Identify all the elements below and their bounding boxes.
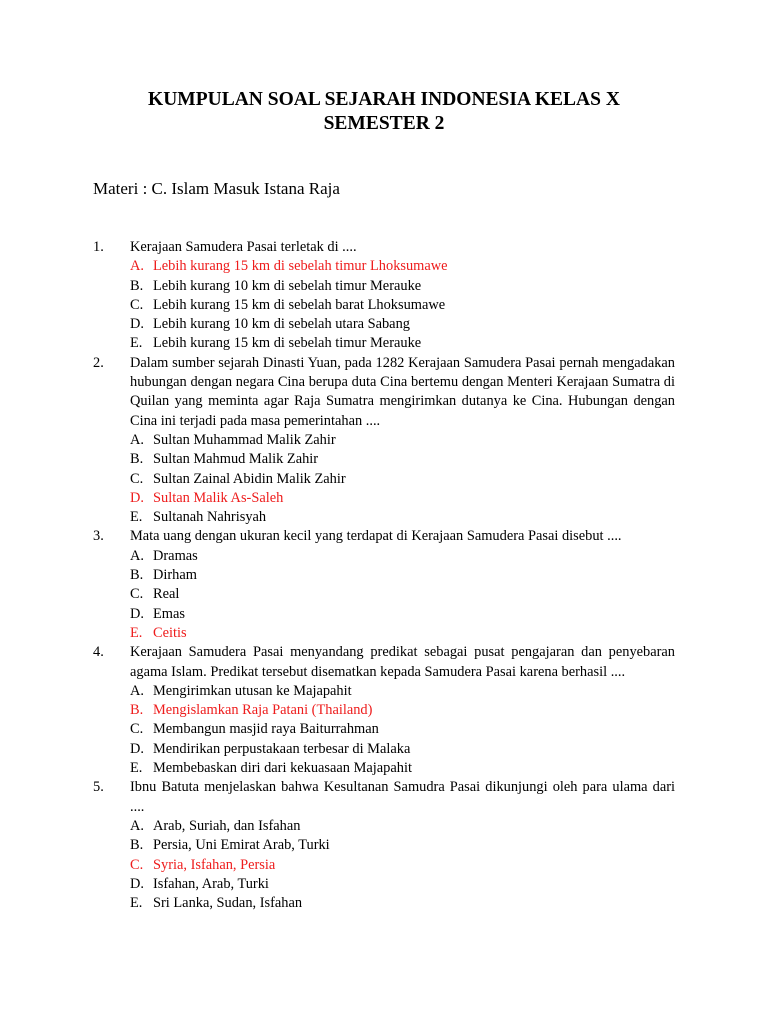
title-line-1: KUMPULAN SOAL SEJARAH INDONESIA KELAS X [148, 89, 620, 110]
answer-option [130, 836, 675, 855]
option-text: Mengirimkan utusan ke Majapahit [153, 682, 352, 699]
option-text: Syria, Isfahan, Persia [153, 856, 276, 873]
answer-option-correct [130, 624, 675, 643]
option-text: Sultan Malik As-Saleh [153, 489, 284, 506]
option-letter: D. [130, 316, 144, 333]
answer-option [130, 470, 675, 489]
answer-option [130, 334, 675, 353]
materi-heading: Materi : C. Islam Masuk Istana Raja [93, 179, 340, 198]
option-text: Mengislamkan Raja Patani (Thailand) [153, 702, 373, 719]
question-list [93, 238, 675, 913]
option-text: Arab, Suriah, dan Isfahan [153, 817, 301, 834]
option-text: Dramas [153, 547, 198, 564]
question-number: 3. [93, 528, 104, 545]
option-letter: A. [130, 258, 144, 275]
answer-option [130, 566, 675, 585]
option-letter: E. [130, 760, 143, 777]
answer-option [130, 450, 675, 469]
answer-option-correct [130, 701, 675, 720]
title-line-2: SEMESTER 2 [323, 113, 445, 134]
option-letter: A. [130, 682, 144, 699]
question-number: 1. [93, 239, 104, 255]
answer-option-correct [130, 257, 675, 276]
option-letter: E. [130, 335, 143, 352]
answer-option [130, 508, 675, 527]
option-letter: E. [130, 624, 143, 641]
option-letter: E. [130, 895, 143, 912]
answer-option [130, 277, 675, 296]
answer-option [130, 682, 675, 701]
option-text: Mendirikan perpustakaan terbesar di Malaka [153, 740, 411, 757]
answer-option [130, 605, 675, 624]
option-text: Ceitis [153, 624, 187, 641]
option-letter: D. [130, 489, 144, 506]
option-text: Membangun masjid raya Baiturrahman [153, 721, 379, 738]
option-letter: A. [130, 817, 144, 834]
answer-option-correct [130, 489, 675, 508]
question-item [93, 238, 675, 354]
question-item [93, 778, 675, 913]
question-text: Kerajaan Samudera Pasai terletak di .... [130, 239, 357, 255]
option-text: Emas [153, 605, 185, 622]
option-text: Membebaskan diri dari kekuasaan Majapahit [153, 760, 412, 777]
option-letter: D. [130, 740, 144, 757]
answer-option [130, 894, 675, 913]
answer-option [130, 547, 675, 566]
document-title [0, 88, 768, 136]
answer-option [130, 315, 675, 334]
option-text: Lebih kurang 15 km di sebelah timur Merauke [153, 335, 422, 352]
answer-option [130, 296, 675, 315]
option-letter: C. [130, 470, 144, 487]
option-text: Lebih kurang 15 km di sebelah timur Lhoksumawe [153, 258, 448, 275]
answer-option [130, 875, 675, 894]
question-number: 5. [93, 779, 104, 796]
option-text: Dirham [153, 567, 197, 584]
option-text: Isfahan, Arab, Turki [153, 875, 269, 892]
question-item [93, 354, 675, 528]
option-letter: D. [130, 875, 144, 892]
question-item [93, 527, 675, 643]
answer-option [130, 431, 675, 450]
option-text: Lebih kurang 10 km di sebelah utara Sabang [153, 316, 410, 333]
option-letter: B. [130, 837, 144, 854]
option-letter: B. [130, 277, 144, 294]
answer-option [130, 759, 675, 778]
answer-option [130, 817, 675, 836]
option-letter: D. [130, 605, 144, 622]
question-number: 2. [93, 354, 104, 371]
answer-option [130, 720, 675, 739]
option-text: Persia, Uni Emirat Arab, Turki [153, 837, 330, 854]
option-letter: E. [130, 509, 143, 526]
option-text: Sultan Muhammad Malik Zahir [153, 431, 336, 448]
option-letter: C. [130, 296, 144, 313]
option-text: Lebih kurang 10 km di sebelah timur Merauke [153, 277, 422, 294]
option-text: Sri Lanka, Sudan, Isfahan [153, 895, 303, 912]
question-text: Dalam sumber sejarah Dinasti Yuan, pada 1282 Kerajaan Samudera Pasai pernah mengadakan hubungan dengan negara Cina berupa duta Cina bertemu dengan Menteri Kerajaan Sumatra di Quilan yang meminta agar Raja Sumatra mengirimkan dutanya ke Cina. Hubungan dengan Cina ini terjadi pada masa pemerintahan .... [130, 354, 675, 429]
answer-option [130, 585, 675, 604]
question-text: Kerajaan Samudera Pasai menyandang predikat sebagai pusat pengajaran dan penyebaran agama Islam. Predikat tersebut disematkan kepada Samudera Pasai karena berhasil .... [130, 644, 675, 680]
option-text: Lebih kurang 15 km di sebelah barat Lhoksumawe [153, 296, 446, 313]
option-letter: B. [130, 567, 144, 584]
question-item [93, 643, 675, 778]
question-text: Mata uang dengan ukuran kecil yang terdapat di Kerajaan Samudera Pasai disebut .... [130, 528, 622, 545]
option-letter: A. [130, 431, 144, 448]
answer-option [130, 740, 675, 759]
option-letter: C. [130, 721, 144, 738]
option-letter: C. [130, 586, 144, 603]
option-text: Sultan Zainal Abidin Malik Zahir [153, 470, 346, 487]
answer-option-correct [130, 856, 675, 875]
option-letter: A. [130, 547, 144, 564]
option-text: Sultanah Nahrisyah [153, 509, 267, 526]
question-text: Ibnu Batuta menjelaskan bahwa Kesultanan Samudra Pasai dikunjungi oleh para ulama dari .... [130, 779, 675, 815]
option-letter: B. [130, 702, 144, 719]
question-number: 4. [93, 644, 104, 661]
option-letter: B. [130, 451, 144, 468]
option-text: Real [153, 586, 180, 603]
option-letter: C. [130, 856, 144, 873]
option-text: Sultan Mahmud Malik Zahir [153, 451, 319, 468]
